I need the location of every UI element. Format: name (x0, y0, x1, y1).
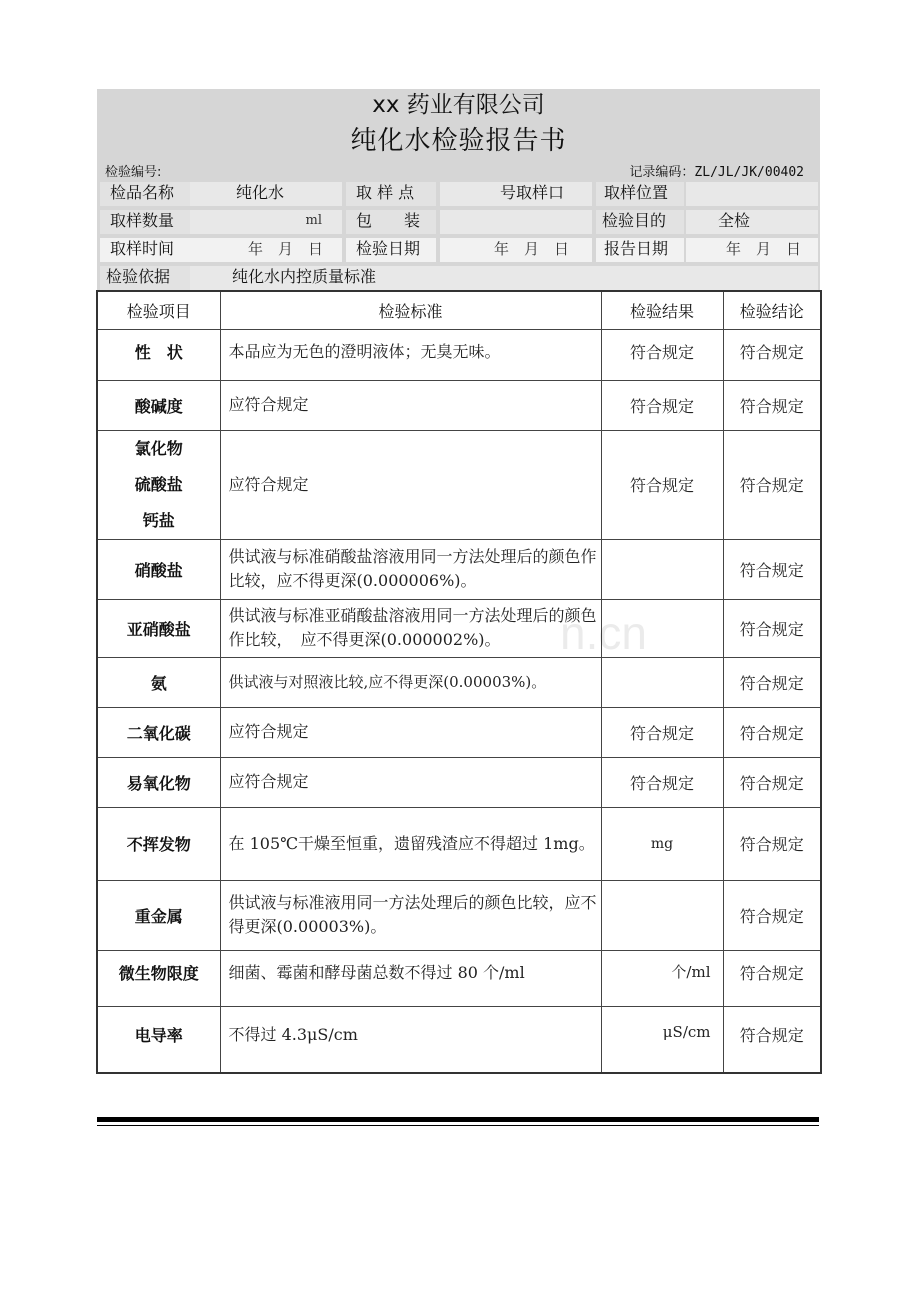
header-item: 检验项目 (97, 291, 220, 329)
results-table (96, 290, 822, 1074)
row-conclusion: 符合规定 (723, 539, 821, 599)
row-result: 符合规定 (601, 430, 723, 539)
row-standard: 在 105℃干燥至恒重，遗留残渣应不得超过 1mg。 (220, 807, 601, 880)
row-standard: 供试液与标准亚硝酸盐溶液用同一方法处理后的颜色作比较， 应不得更深(0.000002%)。 (220, 599, 601, 657)
row-item: 重金属 (97, 880, 220, 950)
product-name-value: 纯化水 (190, 182, 342, 206)
row-result (601, 657, 723, 707)
sample-time-value: 年 月 日 (190, 238, 342, 262)
row-conclusion: 符合规定 (723, 657, 821, 707)
test-date-value: 年 月 日 (440, 238, 592, 262)
package-value (440, 210, 592, 234)
row-result: 符合规定 (601, 329, 723, 380)
sample-point-value: 号取样口 (440, 182, 592, 206)
table-row (97, 950, 821, 1006)
basis-value: 纯化水内控质量标准 (190, 266, 818, 290)
header-result: 检验结果 (601, 291, 723, 329)
row-item: 易氧化物 (97, 757, 220, 807)
footer-thick-rule (97, 1117, 819, 1122)
table-row (97, 380, 821, 430)
test-date-label: 检验日期 (346, 238, 436, 262)
record-code: 记录编码：ZL/JL/JK/00402 (629, 165, 804, 180)
sample-time-label: 取样时间 (100, 238, 196, 262)
row-item: 不挥发物 (97, 807, 220, 880)
report-date-label: 报告日期 (596, 238, 684, 262)
table-row (97, 1006, 821, 1073)
row-item: 氨 (97, 657, 220, 707)
row-standard: 供试液与对照液比较,应不得更深(0.00003%)。 (220, 657, 601, 707)
purpose-label: 检验目的 (596, 210, 684, 234)
table-row (97, 539, 821, 599)
header-standard: 检验标准 (220, 291, 601, 329)
report-title: 纯化水检验报告书 (350, 126, 567, 156)
sample-qty-label: 取样数量 (100, 210, 196, 234)
row-item (97, 430, 220, 539)
row-result (601, 880, 723, 950)
basis-label: 检验依据 (100, 266, 192, 290)
row-conclusion: 符合规定 (723, 807, 821, 880)
row-item: 微生物限度 (97, 950, 220, 1006)
row-result: μS/cm (601, 1006, 723, 1073)
row-standard: 应符合规定 (220, 380, 601, 430)
header-conclusion: 检验结论 (723, 291, 821, 329)
table-row (97, 707, 821, 757)
row-standard: 供试液与标准硝酸盐溶液用同一方法处理后的颜色作比较，应不得更深(0.000006%)。 (220, 539, 601, 599)
row-item: 电导率 (97, 1006, 220, 1073)
row-item: 二氧化碳 (97, 707, 220, 757)
row-conclusion: 符合规定 (723, 757, 821, 807)
row-conclusion: 符合规定 (723, 1006, 821, 1073)
row-conclusion: 符合规定 (723, 430, 821, 539)
sample-point-label: 取 样 点 (346, 182, 436, 206)
company-name: xx 药业有限公司 (372, 92, 545, 118)
row-item-line: 氯化物 (134, 438, 183, 458)
sample-location-label: 取样位置 (596, 182, 684, 206)
row-item: 酸碱度 (97, 380, 220, 430)
row-standard: 不得过 4.3μS/cm (220, 1006, 601, 1073)
row-item: 亚硝酸盐 (97, 599, 220, 657)
package-label: 包 装 (346, 210, 436, 234)
row-result: 符合规定 (601, 757, 723, 807)
row-item-line: 硫酸盐 (134, 474, 183, 494)
sample-qty-unit: ml (190, 210, 342, 234)
product-name-label: 检品名称 (100, 182, 196, 206)
row-standard: 细菌、霉菌和酵母菌总数不得过 80 个/ml (220, 950, 601, 1006)
row-standard: 供试液与标准液用同一方法处理后的颜色比较，应不得更深(0.00003%)。 (220, 880, 601, 950)
row-conclusion: 符合规定 (723, 880, 821, 950)
table-header-row (97, 291, 821, 329)
row-conclusion: 符合规定 (723, 599, 821, 657)
row-result (601, 539, 723, 599)
row-standard: 应符合规定 (220, 707, 601, 757)
row-standard: 应符合规定 (220, 757, 601, 807)
row-standard: 应符合规定 (220, 430, 601, 539)
inspection-no-label: 检验编号: (105, 165, 162, 180)
table-row (97, 757, 821, 807)
table-row (97, 807, 821, 880)
table-row (97, 599, 821, 657)
watermark: n.cn (560, 607, 647, 659)
row-result: 符合规定 (601, 707, 723, 757)
table-row (97, 657, 821, 707)
report-date-value: 年 月 日 (686, 238, 818, 262)
id-line (97, 159, 820, 179)
row-conclusion: 符合规定 (723, 329, 821, 380)
table-row (97, 430, 821, 539)
row-item: 硝酸盐 (97, 539, 220, 599)
purpose-value: 全检 (686, 210, 818, 234)
row-result: 个/ml (601, 950, 723, 1006)
row-result: mg (601, 807, 723, 880)
row-item: 性 状 (97, 329, 220, 380)
sample-location-value (686, 182, 818, 206)
table-row (97, 329, 821, 380)
row-conclusion: 符合规定 (723, 380, 821, 430)
table-row (97, 880, 821, 950)
row-item-line: 钙盐 (142, 510, 175, 530)
row-conclusion: 符合规定 (723, 707, 821, 757)
row-result: 符合规定 (601, 380, 723, 430)
row-conclusion: 符合规定 (723, 950, 821, 1006)
row-standard: 本品应为无色的澄明液体；无臭无味。 (220, 329, 601, 380)
footer-thin-rule (97, 1125, 819, 1126)
